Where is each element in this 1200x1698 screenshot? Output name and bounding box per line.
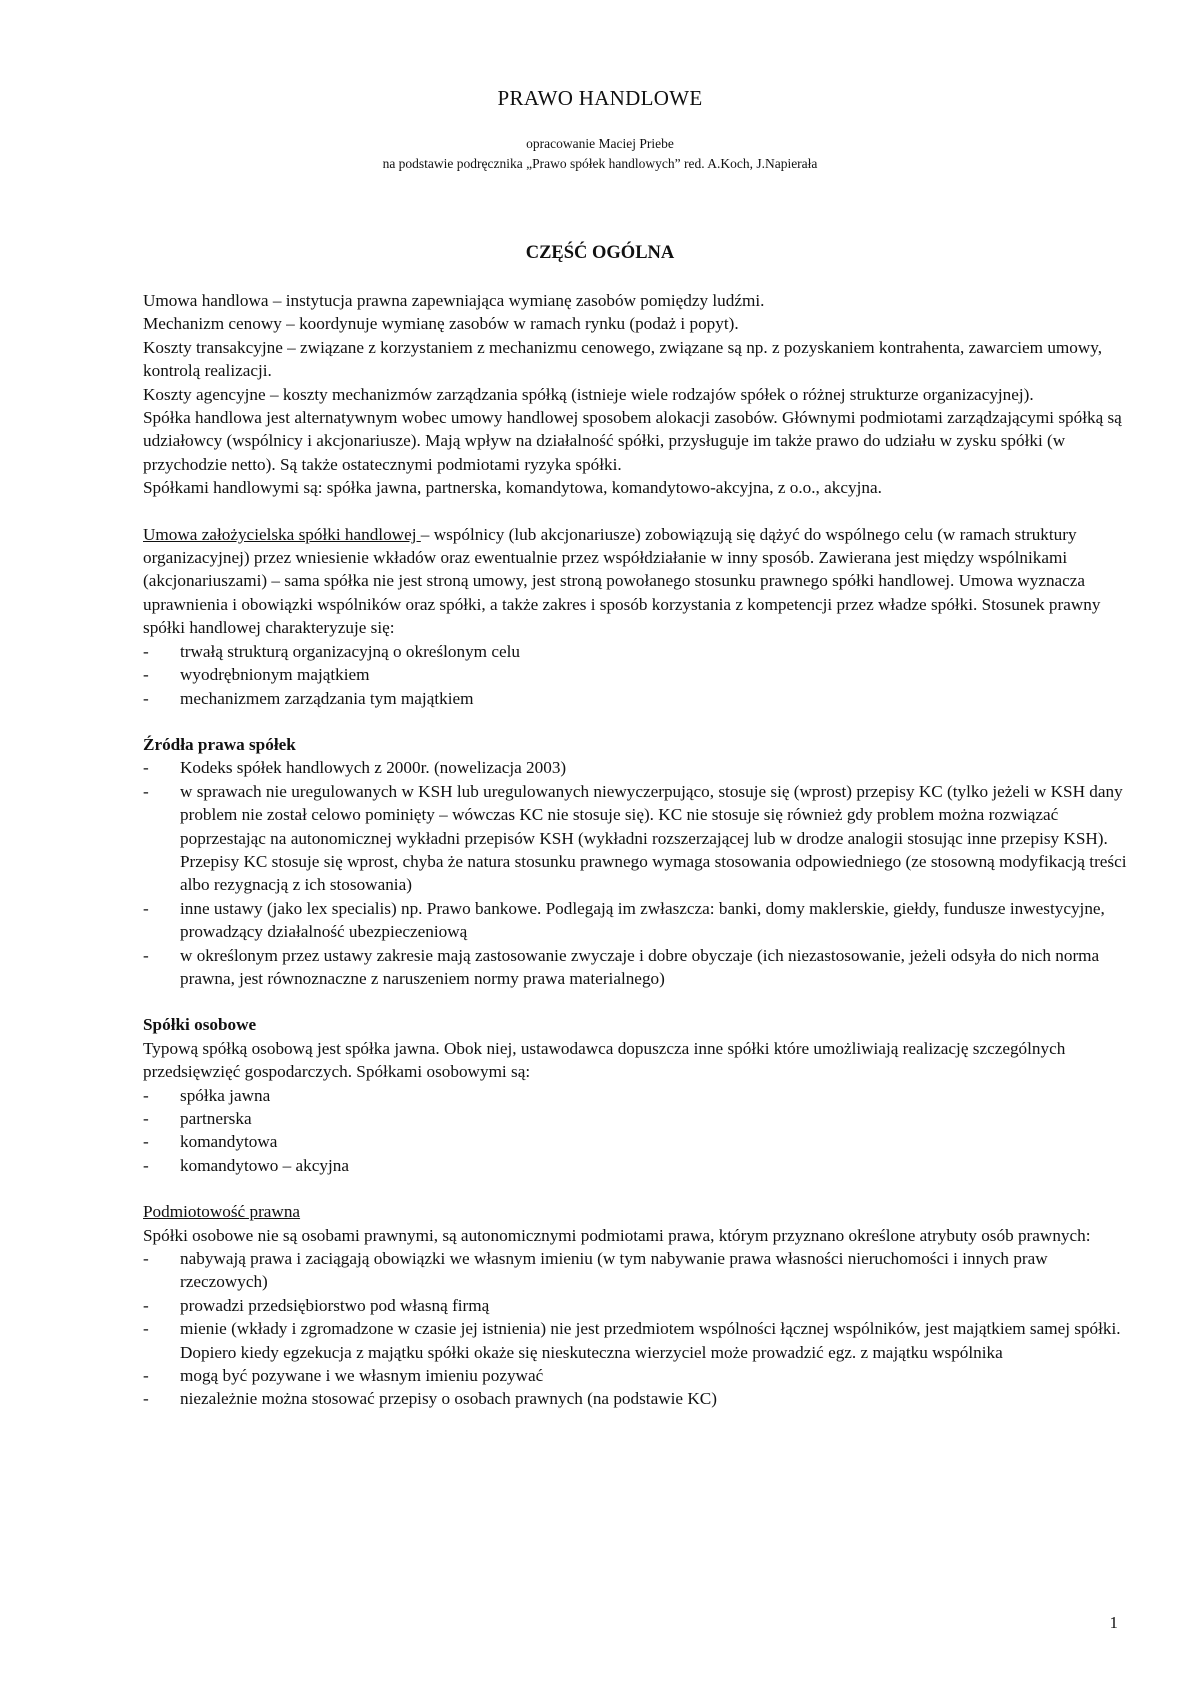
page-number: 1 <box>1109 1613 1118 1632</box>
list-dash: - <box>143 1389 149 1409</box>
section-title: CZĘŚĆ OGÓLNA <box>525 243 675 263</box>
umowa-list <box>143 640 1133 710</box>
intro-paragraph: Spółkami handlowymi są: spółka jawna, partnerska, komandytowa, komandytowo-akcyjna, z o.o., akcyjna. <box>143 478 882 498</box>
list-item: - trwałą strukturą organizacyjną o określonym celu <box>143 640 1133 663</box>
list-dash: - <box>143 1085 149 1105</box>
podmiotowosc-heading: Podmiotowość prawna <box>143 1202 301 1222</box>
list-dash: - <box>143 1132 149 1152</box>
list-item: - w określonym przez ustawy zakresie mają zastosowanie zwyczaje i dobre obyczaje (ich niezastosowanie, jeżeli odsyła do nich norma prawna, jest równoznaczne z naruszeniem normy prawa materialnego) <box>143 945 1100 988</box>
podmiotowosc-list <box>143 1247 1133 1411</box>
list-dash: - <box>143 781 149 801</box>
list-dash: - <box>143 1109 149 1128</box>
list-item: - mogą być pozywane i we własnym imieniu pozywać <box>143 1364 1133 1387</box>
list-item: - wyodrębnionym majątkiem <box>143 663 1133 686</box>
umowa-term: Umowa założycielska spółki handlowej <box>143 524 421 544</box>
list-dash: - <box>143 641 149 661</box>
list-item: - Kodeks spółek handlowych z 2000r. (nowelizacja 2003) <box>143 756 1133 779</box>
list-dash: - <box>143 758 149 778</box>
umowa-text: – wspólnicy (lub akcjonariusze) zobowiązują się dążyć do wspólnego celu (w ramach struktury organizacyjnej) przez wniesienie wkładów oraz ewentualnie przez współdziałanie w inny sposób. Zawierana jest między wspólnikami (akcjonariuszami) – sama spółka nie jest stroną umowy, jest stroną powołanego stosunku prawnego spółki handlowej. Umowa wyznacza uprawnienia i obowiązki wspólników oraz spółki, a także zakres i sposób korzystania z kompetencji przez władze spółki. Stosunek prawny spółki handlowej charakteryzuje się: <box>143 524 1101 638</box>
podmiotowosc-text: Spółki osobowe nie są osobami prawnymi, są autonomicznymi podmiotami prawa, którym przyznano określone atrybuty osób prawnych: <box>143 1225 1091 1245</box>
osobowe-heading: Spółki osobowe <box>143 1015 257 1035</box>
list-dash: - <box>143 945 149 965</box>
list-dash: - <box>143 1249 149 1269</box>
osobowe-text: Typową spółką osobową jest spółka jawna. Obok niej, ustawodawca dopuszcza inne spółki które umożliwiają realizację szczególnych przedsięwzięć gospodarczych. Spółkami osobowymi są: <box>143 1038 1066 1082</box>
list-dash: - <box>143 688 149 708</box>
intro-paragraph: Umowa handlowa – instytucja prawna zapewniająca wymianę zasobów pomiędzy ludźmi. <box>143 291 765 310</box>
document-title: PRAWO HANDLOWE <box>497 86 703 110</box>
list-dash: - <box>143 1366 149 1386</box>
source-line: na podstawie podręcznika „Prawo spółek handlowych” red. A.Koch, J.Napierała <box>382 156 818 171</box>
list-item: - niezależnie można stosować przepisy o osobach prawnych (na podstawie KC) <box>143 1387 1133 1410</box>
zrodla-heading: Źródła prawa spółek <box>143 734 296 754</box>
list-item: - komandytowa <box>143 1130 1133 1153</box>
intro-paragraph: Koszty transakcyjne – związane z korzystaniem z mechanizmu cenowego, związane są np. z pozyskaniem kontrahenta, zawarciem umowy, kontrolą realizacji. <box>143 337 1103 381</box>
list-item: - mienie (wkłady i zgromadzone w czasie jej istnienia) nie jest przedmiotem wspólności łącznej wspólników, jest majątkiem samej spółki. Dopiero kiedy egzekucja z majątku spółki okaże się nieskuteczna wierzyciel może prowadzić egz. z majątku wspólnika <box>143 1319 1121 1362</box>
list-item: - w sprawach nie uregulowanych w KSH lub uregulowanych niewyczerpująco, stosuje się (wprost) przepisy KC (tylko jeżeli w KSH dany problem nie został celowo pominięty – wówczas KC nie stosuje się). KC nie stosuje się również gdy problem można rozwiązać poprzestając na autonomicznej wykładni przepisów KSH (wykładni rozszerzającej lub w drodze analogii stosując inne przepisy KSH). Przepisy KC stosuje się wprost, chyba że natura stosunku prawnego wymaga stosowania odpowiedniego (ze stosowną modyfikacją treści albo rezygnacją z ich stosowania) <box>143 781 1127 895</box>
intro-paragraph: Spółka handlowa jest alternatywnym wobec umowy handlowej sposobem alokacji zasobów. Głównymi podmiotami zarządzającymi spółką są udziałowcy (wspólnicy i akcjonariusze). Mają wpływ na działalność spółki, przysługuje im także prawo do udziału w zysku spółki (w przychodzie netto). Są także ostatecznymi podmiotami ryzyka spółki. <box>143 408 1122 474</box>
list-dash: - <box>143 1319 149 1339</box>
zrodla-list <box>143 756 1133 990</box>
list-dash: - <box>143 898 149 918</box>
author-line: opracowanie Maciej Priebe <box>526 136 674 151</box>
list-item: - mechanizmem zarządzania tym majątkiem <box>143 687 1133 710</box>
list-item: - prowadzi przedsiębiorstwo pod własną firmą <box>143 1294 1133 1317</box>
umowa-paragraph <box>143 523 1133 640</box>
list-dash: - <box>143 1295 149 1315</box>
intro-paragraph: Koszty agencyjne – koszty mechanizmów zarządzania spółką (istnieje wiele rodzajów spółek o różnej strukturze organizacyjnej). <box>143 384 1034 404</box>
list-dash: - <box>143 665 149 685</box>
intro-paragraph: Mechanizm cenowy – koordynuje wymianę zasobów w ramach rynku (podaż i popyt). <box>143 314 739 334</box>
list-item: - inne ustawy (jako lex specialis) np. Prawo bankowe. Podlegają im zwłaszcza: banki, domy maklerskie, giełdy, fundusze inwestycyjne, prowadzący działalność ubezpieczeniową <box>143 898 1105 942</box>
document-body <box>143 289 1133 1411</box>
list-item: - nabywają prawa i zaciągają obowiązki we własnym imieniu (w tym nabywanie prawa własności nieruchomości i innych praw rzeczowych) <box>143 1249 1048 1292</box>
list-dash: - <box>143 1155 149 1175</box>
list-item: - partnerska <box>143 1107 1133 1130</box>
osobowe-list <box>143 1084 1133 1178</box>
list-item: - spółka jawna <box>143 1084 1133 1107</box>
list-item: - komandytowo – akcyjna <box>143 1154 1133 1177</box>
